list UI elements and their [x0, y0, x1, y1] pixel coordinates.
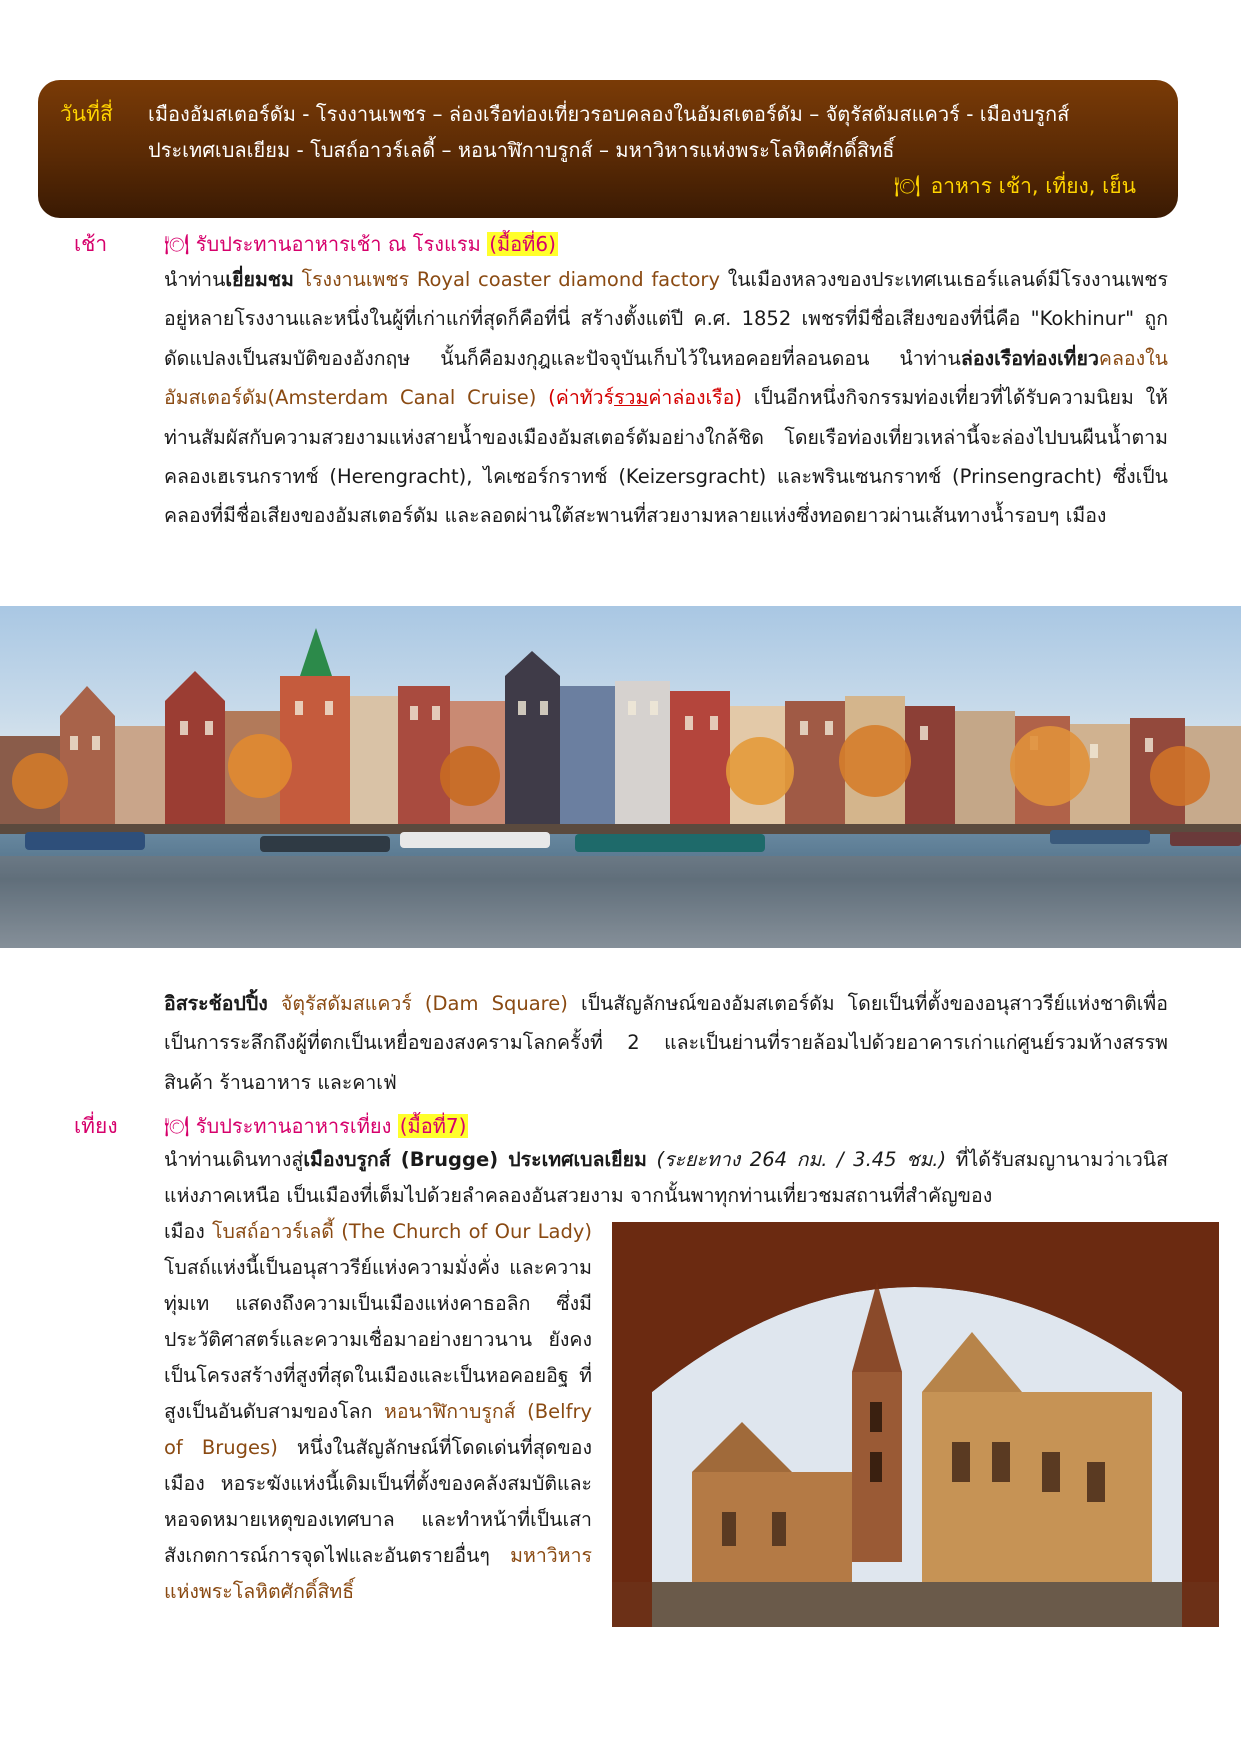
dam-square-paragraph [164, 984, 1168, 1102]
water-reflection [0, 856, 1241, 948]
distance-note: (ระยะทาง 264 กม. / 3.45 ชม.) [656, 1148, 947, 1171]
day-header [38, 80, 1178, 218]
text-bold: ล่องเรือท่องเที่ยว [960, 346, 1099, 370]
lunch-text: รับประทานอาหารเที่ยง [195, 1114, 392, 1138]
text: นำท่านเดินทางสู่ [164, 1148, 304, 1171]
meal-number: (มื้อที่7) [399, 1114, 467, 1138]
place-name: มหาวิหารแห่งพระโลหิตศักดิ์สิทธิ์ [164, 1544, 592, 1603]
note-part: (ค่าทัวร์ [548, 386, 615, 410]
text: เป็นอีกหนึ่งกิจกรรมท่องเที่ยวที่ได้รับความนิยม ให้ท่านสัมผัสกับความสวยงามแห่งสายน้ำของเมืองอัมสเตอร์ดัมอย่างใกล้ชิด โดยเรือท่องเที่ยวเหล่านี้จะล่องไปบนผืนน้ำตามคลองเฮเรนกราทช์ (Herengracht), ไคเซอร์กราทช์ (Keizersgracht) และพรินเซนกราทช์ (Prinsengracht) ซึ่งเป็นคลองที่มีชื่อเสียงของอัมสเตอร์ดัม และลอดผ่านใต้สะพานที่สวยงามหลายแห่งซึ่งทอดยาวผ่านเส้นทางน้ำรอบๆ เมือง [164, 386, 1168, 528]
day-route [148, 96, 1168, 168]
text-bold: เมืองบรูกส์ (Brugge) ประเทศเบลเยียม [303, 1148, 647, 1171]
bruges-sights-paragraph [164, 1214, 592, 1610]
price-note [548, 386, 742, 409]
gothic-building [922, 1392, 1152, 1612]
bruges-intro-paragraph [164, 1142, 1168, 1214]
meals-text: อาหาร เช้า, เที่ยง, เย็น [930, 174, 1136, 198]
day-meals [894, 168, 1136, 204]
text: ที่ได้รับสมญานามว่าเวนิสแห่งภาคเหนือ เป็นเมืองที่เต็มไปด้วยลำคลองอันสวยงาม จากนั้นพาทุกท่านเที่ยวชมสถานที่สำคัญของ [164, 1148, 1169, 1207]
text: โบสถ์แห่งนี้เป็นอนุสาวรีย์แห่งความมั่งคั่ง และความทุ่มเท แสดงถึงความเป็นเมืองแห่งคาธอลิก ซึ่งมีประวัติศาสตร์และความเชื่อมาอย่างยาวนาน ยังคงเป็นโครงสร้างที่สูงที่สุดในเมืองและเป็นหอคอยอิฐ ที่สูงเป็นอันดับสามของโลก [164, 1256, 592, 1423]
dish-icon: 🍽 [164, 1114, 190, 1138]
text: เมือง [164, 1220, 213, 1243]
bruges-church-photo [612, 1222, 1219, 1627]
place-name: จัตุรัสดัมสแควร์ (Dam Square) [280, 992, 568, 1015]
text: ในเมืองหลวงของประเทศเนเธอร์แลนด์มีโรงงานเพชรอยู่หลายโรงงานและหนึ่งในผู้ที่เก่าแก่ที่สุดก็คือที่นี่ สร้างตั้งแต่ปี ค.ศ. 1852 เพชรที่มีชื่อเสียงของที่นี่คือ "Kokhinur" ถูกดัดแปลงเป็นสมบัติของอังกฤษ นั้นก็คือมงกุฎและปัจจุบันเก็บไว้ในหอคอยที่ลอนดอน นำท่าน [164, 268, 1168, 370]
lunch-line [164, 1110, 468, 1142]
place-name: หอนาฬิกาบรูกส์ (Belfry of Bruges) [164, 1400, 592, 1459]
place-name: คลองในอัมสเตอร์ดัม(Amsterdam Canal Cruise) [164, 346, 1168, 410]
dish-icon: 🍽 [893, 174, 921, 198]
day-label: วันที่สี่ [60, 102, 113, 126]
note-underlined: รวม [614, 386, 649, 410]
bruges-illustration [612, 1222, 1219, 1627]
canal-illustration [0, 606, 1241, 948]
text: เป็นสัญลักษณ์ของอัมสเตอร์ดัม โดยเป็นที่ตั้งของอนุสาวรีย์แห่งชาติเพื่อเป็นการระลึกถึงผู้ที่ตกเป็นเหยื่อของสงครามโลกครั้งที่ 2 และเป็นย่านที่รายล้อมไปด้วยอาคารเก่าแก่ศูนย์รวมห้างสรรพสินค้า ร้านอาหาร และคาเฟ่ [164, 992, 1168, 1094]
breakfast-line [164, 228, 558, 260]
meal-number: (มื้อที่6) [489, 232, 556, 256]
time-label-noon: เที่ยง [74, 1114, 118, 1138]
text-bold: เยี่ยมชม [225, 268, 294, 291]
text: หนึ่งในสัญลักษณ์ที่โดดเด่นที่สุดของเมือง หอระฆังแห่งนี้เดิมเป็นที่ตั้งของคลังสมบัติและหอจดหมายเหตุของเทศบาล และทำหน้าที่เป็นเสาสังเกตการณ์การจุดไฟและอันตรายอื่นๆ [164, 1436, 592, 1567]
dish-icon: 🍽 [164, 232, 190, 256]
time-label-morning: เช้า [74, 232, 108, 256]
breakfast-text: รับประทานอาหารเช้า ณ โรงแรม [195, 232, 481, 256]
text-bold: อิสระช้อปปิ้ง [164, 992, 268, 1015]
diamond-factory-paragraph [164, 260, 1168, 536]
note-part: ค่าล่องเรือ) [648, 386, 742, 410]
route-line-1: เมืองอัมสเตอร์ดัม - โรงงานเพชร – ล่องเรือท่องเที่ยวรอบคลองในอัมสเตอร์ดัม – จัตุรัสดัมสแควร์ - เมืองบรูกส์ [148, 102, 1070, 126]
place-name: โบสถ์อาวร์เลดี้ (The Church of Our Lady) [212, 1220, 592, 1243]
bridge [612, 1582, 1219, 1627]
route-line-2: ประเทศเบลเยียม - โบสถ์อาวร์เลดี้ – หอนาฬิกาบรูกส์ – มหาวิหารแห่งพระโลหิตศักดิ์สิทธิ์ [148, 138, 895, 162]
place-name: โรงงานเพชร Royal coaster diamond factory [301, 268, 720, 291]
text: นำท่าน [164, 268, 226, 291]
amsterdam-canal-photo [0, 606, 1241, 948]
